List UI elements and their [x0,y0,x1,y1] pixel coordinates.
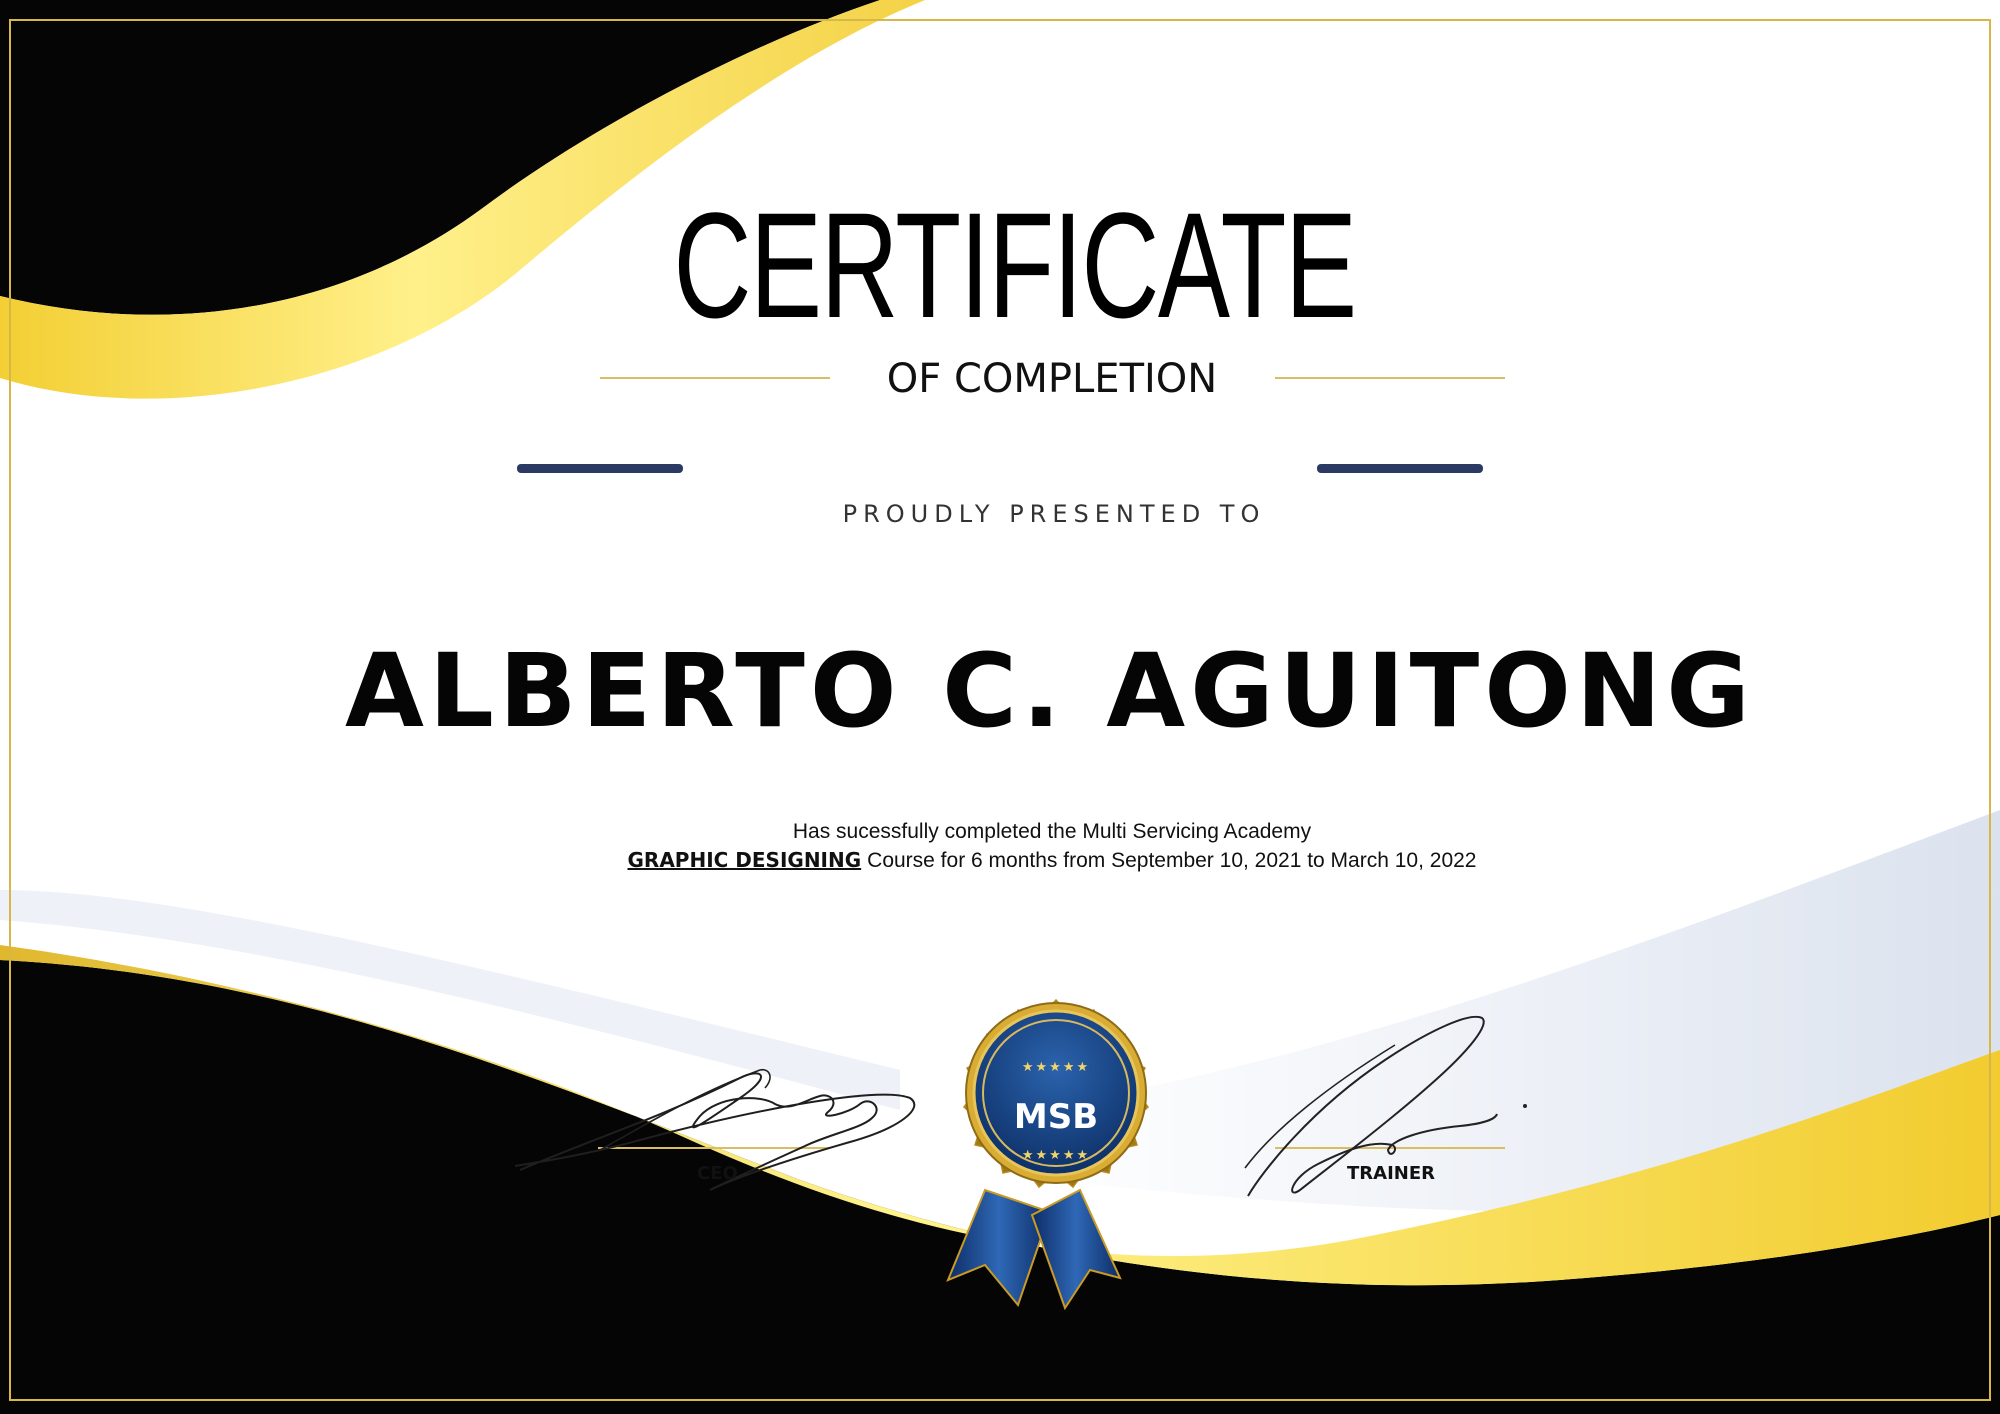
course-name: GRAPHIC DESIGNING [627,848,862,872]
recipient-name: ALBERTO C. AGUITONG [344,632,1756,751]
seal-stars-top: ★★★★★ [1021,1060,1091,1075]
certificate-title: CERTIFICATE [673,181,1356,349]
certificate-subtitle: OF COMPLETION [886,356,1218,402]
description-line-1: Has sucessfully completed the Multi Servicing Academy [792,820,1312,843]
course-duration: Course for 6 months from September 10, 2021 to March 10, 2022 [867,849,1477,872]
seal-text: MSB [1013,1097,1099,1137]
description-line-2 [0,846,2000,875]
presented-label: PROUDLY PRESENTED TO [842,500,1266,528]
ceo-label: CEO [697,1163,738,1184]
trainer-label: TRAINER [1347,1163,1435,1184]
seal-stars-bottom: ★★★★★ [1021,1148,1091,1163]
